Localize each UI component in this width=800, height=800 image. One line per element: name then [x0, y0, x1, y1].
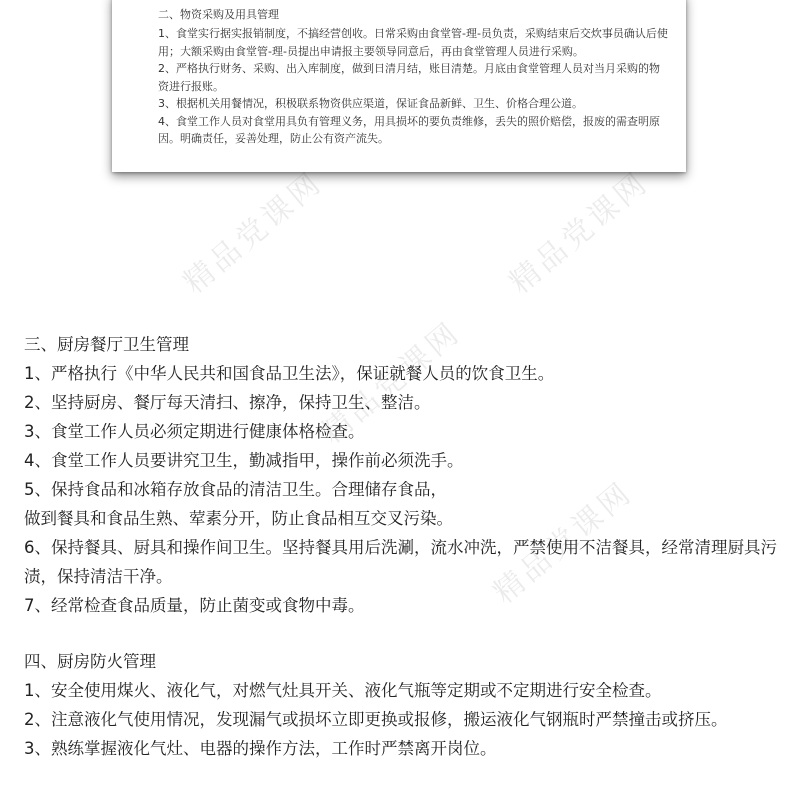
watermark: 精品党课网	[315, 314, 468, 451]
doc-card-heading: 二、物资采购及用具管理	[158, 8, 279, 21]
fire-rule-1: 1、安全使用煤火、液化气，对燃气灶具开关、液化气瓶等定期或不定期进行安全检查。	[24, 681, 662, 700]
watermark: 精品党课网	[177, 164, 330, 301]
doc-card-paragraph-4: 4、食堂工作人员对食堂用具负有管理义务，用具损坏的要负责维修，丢失的照价赔偿，报废的需查明原因。明确责任，妥善处理，防止公有资产流失。	[158, 114, 660, 145]
hygiene-rule-2: 2、坚持厨房、餐厅每天清扫、擦净，保持卫生、整洁。	[24, 393, 431, 412]
main-body-text	[24, 330, 784, 763]
section-title-hygiene: 三、厨房餐厅卫生管理	[24, 335, 189, 354]
hygiene-rule-5-continued: 做到餐具和食品生熟、荤素分开，防止食品相互交叉污染。	[24, 509, 453, 528]
hygiene-rule-3: 3、食堂工作人员必须定期进行健康体格检查。	[24, 422, 365, 441]
watermark: 精品党课网	[487, 474, 640, 611]
hygiene-rule-7: 7、经常检查食品质量，防止菌变或食物中毒。	[24, 596, 365, 615]
doc-card-paragraph-2: 2、严格执行财务、采购、出入库制度，做到日清月结，账目清楚。月底由食堂管理人员对当月采购的物资进行报账。	[158, 62, 660, 93]
hygiene-rule-6: 6、保持餐具、厨具和操作间卫生。坚持餐具用后洗涮，流水冲洗，严禁使用不洁餐具，经常清理厨具污渍，保持清洁干净。	[24, 538, 777, 586]
hygiene-rule-4: 4、食堂工作人员要讲究卫生，勤减指甲，操作前必须洗手。	[24, 451, 464, 470]
watermark: 精品党课网	[503, 164, 656, 301]
section-title-fire: 四、厨房防火管理	[24, 652, 156, 671]
hygiene-rule-5: 5、保持食品和冰箱存放食品的清洁卫生。合理储存食品，	[24, 480, 447, 499]
hygiene-rule-1: 1、严格执行《中华人民共和国食品卫生法》，保证就餐人员的饮食卫生。	[24, 364, 555, 383]
doc-card-paragraph-3: 3、根据机关用餐情况，积极联系物资供应渠道，保证食品新鲜、卫生、价格合理公道。	[158, 97, 583, 110]
fire-rule-3: 3、熟练掌握液化气灶、电器的操作方法，工作时严禁离开岗位。	[24, 739, 497, 758]
fire-rule-2: 2、注意液化气使用情况，发现漏气或损坏立即更换或报修，搬运液化气钢瓶时严禁撞击或挤压。	[24, 710, 728, 729]
section-spacer	[24, 620, 784, 647]
doc-card-paragraph-1: 1、食堂实行据实报销制度，不搞经营创收。日常采购由食堂管-理-员负责，采购结束后交炊事员确认后使用；大额采购由食堂管-理-员提出申请报主要领导同意后，再由食堂管理人员进行采购。	[158, 27, 668, 58]
document-card	[112, 0, 686, 172]
